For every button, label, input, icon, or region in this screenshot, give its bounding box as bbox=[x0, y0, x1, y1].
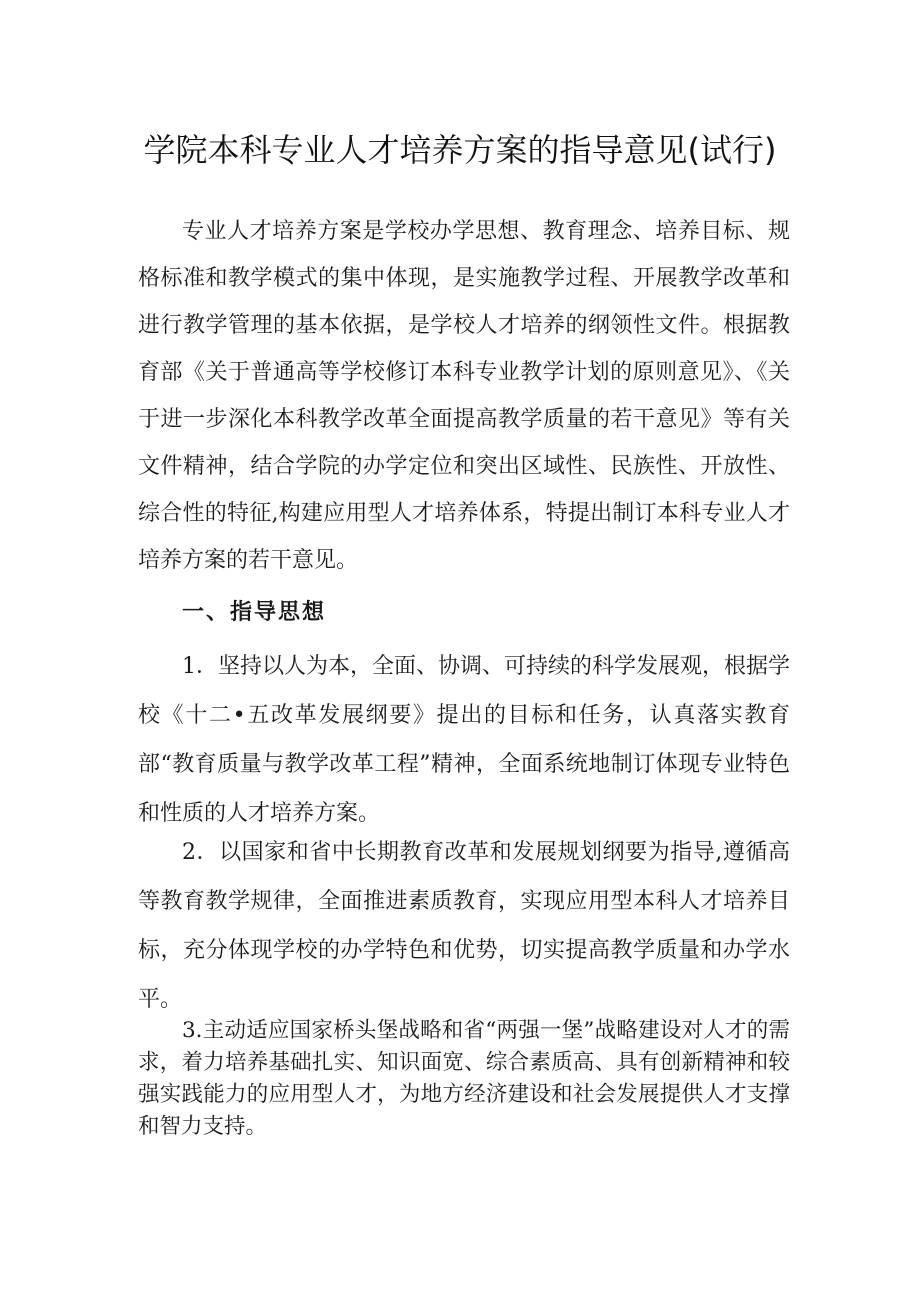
section-heading: 一、指导思想 bbox=[182, 600, 327, 625]
guideline-item-1: 1．坚持以人为本，全面、协调、可持续的科学发展观，根据学校《十二•五改革发展纲要》提出的目标和任务，认真落实教育部“教育质量与教学改革工程”精神，全面系统地制订体现专业特色和性质的人才培养方案。 bbox=[138, 654, 790, 826]
document-title: 学院本科专业人才培养方案的指导意见(试行) bbox=[143, 131, 777, 169]
intro-paragraph: 专业人才培养方案是学校办学思想、教育理念、培养目标、规格标准和教学模式的集中体现，是实施教学过程、开展教学改革和进行教学管理的基本依据，是学校人才培养的纲领性文件。根据教育部《关于普通高等学校修订本科专业教学计划的原则意见》、《关于进一步深化本科教学改革全面提高教学质量的若干意见》等有关文件精神，结合学院的办学定位和突出区域性、民族性、开放性、综合性的特征,构建应用型人才培养体系，特提出制订本科专业人才培养方案的若干意见。 bbox=[138, 219, 790, 573]
guideline-item-2: 2．以国家和省中长期教育改革和发展规划纲要为指导,遵循高等教育教学规律，全面推进素质教育，实现应用型本科人才培养目标，充分体现学校的办学特色和优势，切实提高教学质量和办学水平。 bbox=[138, 840, 790, 1012]
guideline-item-3: 3.主动适应国家桥头堡战略和省“两强一堡”战略建设对人才的需求，着力培养基础扎实、知识面宽、综合素质高、具有创新精神和较强实践能力的应用型人才，为地方经济建设和社会发展提供人才支撑和智力支持。 bbox=[138, 1018, 790, 1139]
